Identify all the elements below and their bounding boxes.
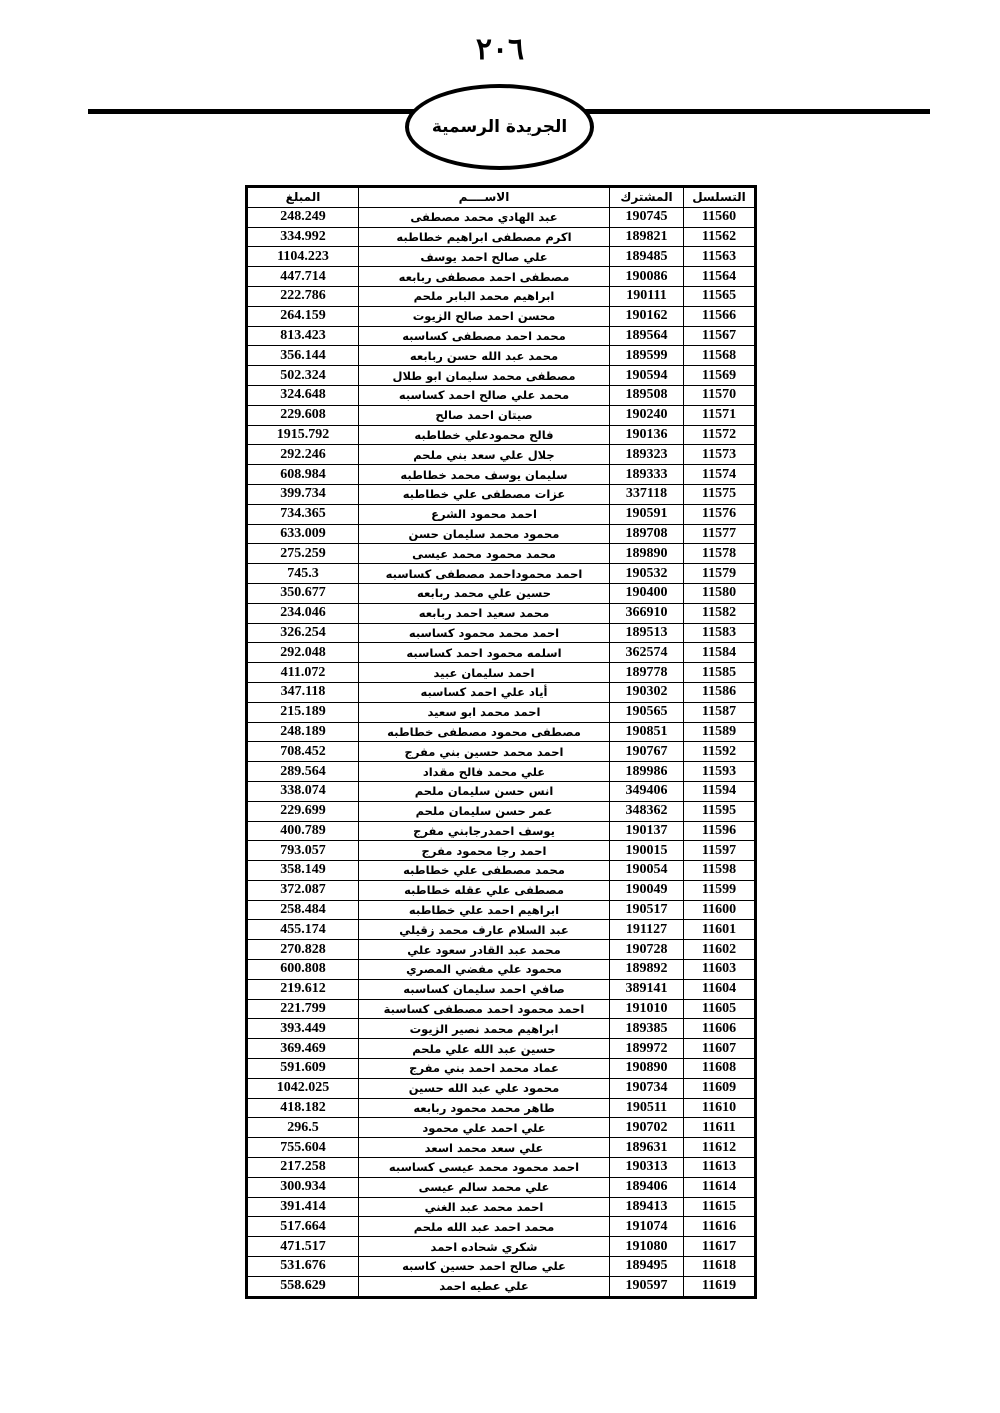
serial-cell: 11567 — [684, 326, 755, 346]
amount-cell: 372.087 — [248, 880, 359, 900]
subscriber-cell: 190302 — [610, 682, 684, 702]
subscriber-cell: 190591 — [610, 504, 684, 524]
serial-cell: 11595 — [684, 801, 755, 821]
name-cell: مصطفى محمود مصطفى خطاطبه — [359, 722, 610, 742]
subscriber-cell: 389141 — [610, 979, 684, 999]
table-row — [248, 207, 755, 227]
table-row — [248, 1078, 755, 1098]
column-header-name: الاســــم — [359, 188, 610, 208]
amount-cell: 300.934 — [248, 1177, 359, 1197]
table-row — [248, 564, 755, 584]
name-cell: احمد محموداحمد مصطفى كساسبه — [359, 564, 610, 584]
name-cell: احمد محمود احمد مصطفى كساسبة — [359, 999, 610, 1019]
table-row — [248, 722, 755, 742]
name-cell: محسن احمد صالح الزيوت — [359, 306, 610, 326]
table-row — [248, 880, 755, 900]
table-row — [248, 524, 755, 544]
amount-cell: 600.808 — [248, 960, 359, 980]
subscriber-cell: 190162 — [610, 306, 684, 326]
table-row — [248, 1197, 755, 1217]
table-body — [248, 207, 755, 1296]
serial-cell: 11589 — [684, 722, 755, 742]
amount-cell: 399.734 — [248, 484, 359, 504]
subscriber-cell: 190511 — [610, 1098, 684, 1118]
name-cell: احمد محمد عبد الغني — [359, 1197, 610, 1217]
name-cell: ابراهيم محمد نصير الزيوت — [359, 1019, 610, 1039]
subscriber-cell: 189508 — [610, 385, 684, 405]
subscriber-cell: 190767 — [610, 742, 684, 762]
name-cell: يوسف احمدرجابني مفرج — [359, 821, 610, 841]
serial-cell: 11592 — [684, 742, 755, 762]
column-header-amount: المبلغ — [248, 188, 359, 208]
name-cell: محمود علي مفضي المصري — [359, 960, 610, 980]
table-row — [248, 1177, 755, 1197]
subscriber-cell: 189821 — [610, 227, 684, 247]
subscriber-cell: 191074 — [610, 1217, 684, 1237]
serial-cell: 11602 — [684, 940, 755, 960]
amount-cell: 708.452 — [248, 742, 359, 762]
serial-cell: 11572 — [684, 425, 755, 445]
serial-cell: 11568 — [684, 346, 755, 366]
table-row — [248, 286, 755, 306]
table-row — [248, 999, 755, 1019]
table-row — [248, 643, 755, 663]
amount-cell: 222.786 — [248, 286, 359, 306]
serial-cell: 11612 — [684, 1138, 755, 1158]
amount-cell: 755.604 — [248, 1138, 359, 1158]
serial-cell: 11613 — [684, 1158, 755, 1178]
table-row — [248, 465, 755, 485]
subscriber-cell: 189708 — [610, 524, 684, 544]
name-cell: سليمان يوسف محمد خطاطبه — [359, 465, 610, 485]
subscriber-cell: 189778 — [610, 663, 684, 683]
table-row — [248, 1237, 755, 1257]
subscriber-cell: 189892 — [610, 960, 684, 980]
serial-cell: 11571 — [684, 405, 755, 425]
name-cell: محمد احمد عبد الله ملحم — [359, 1217, 610, 1237]
table-row — [248, 960, 755, 980]
serial-cell: 11597 — [684, 841, 755, 861]
name-cell: صافي احمد سليمان كساسبه — [359, 979, 610, 999]
table-row — [248, 663, 755, 683]
amount-cell: 393.449 — [248, 1019, 359, 1039]
table-row — [248, 544, 755, 564]
table-row — [248, 504, 755, 524]
subscriber-cell: 190400 — [610, 583, 684, 603]
name-cell: أياد علي احمد كساسبه — [359, 682, 610, 702]
name-cell: احمد محمد محمود كساسبه — [359, 623, 610, 643]
subscriber-cell: 189323 — [610, 445, 684, 465]
serial-cell: 11618 — [684, 1257, 755, 1277]
column-header-serial: التسلسل — [684, 188, 755, 208]
amount-cell: 411.072 — [248, 663, 359, 683]
name-cell: محمد عبد الله حسن ربابعه — [359, 346, 610, 366]
name-cell: عزات مصطفى علي خطاطبه — [359, 484, 610, 504]
table-row — [248, 1276, 755, 1296]
table-row — [248, 425, 755, 445]
subscriber-cell: 189495 — [610, 1257, 684, 1277]
amount-cell: 608.984 — [248, 465, 359, 485]
serial-cell: 11600 — [684, 900, 755, 920]
name-cell: احمد محمد حسين بني مفرج — [359, 742, 610, 762]
name-cell: محمد مصطفى علي خطاطبه — [359, 861, 610, 881]
name-cell: علي محمد سالم عيسى — [359, 1177, 610, 1197]
name-cell: طاهر محمد محمود ربابعه — [359, 1098, 610, 1118]
amount-cell: 356.144 — [248, 346, 359, 366]
amount-cell: 264.159 — [248, 306, 359, 326]
subscriber-cell: 190565 — [610, 702, 684, 722]
amount-cell: 326.254 — [248, 623, 359, 643]
amount-cell: 813.423 — [248, 326, 359, 346]
serial-cell: 11611 — [684, 1118, 755, 1138]
serial-cell: 11584 — [684, 643, 755, 663]
subscriber-cell: 190086 — [610, 267, 684, 287]
subscriber-cell: 189513 — [610, 623, 684, 643]
serial-cell: 11603 — [684, 960, 755, 980]
subscriber-cell: 190594 — [610, 366, 684, 386]
name-cell: اكرم مصطفى ابراهيم خطاطبه — [359, 227, 610, 247]
amount-cell: 745.3 — [248, 564, 359, 584]
amount-cell: 275.259 — [248, 544, 359, 564]
serial-cell: 11580 — [684, 583, 755, 603]
amount-cell: 418.182 — [248, 1098, 359, 1118]
subscriber-cell: 190137 — [610, 821, 684, 841]
subscriber-cell: 190517 — [610, 900, 684, 920]
amount-cell: 215.189 — [248, 702, 359, 722]
amount-cell: 229.608 — [248, 405, 359, 425]
amount-cell: 1042.025 — [248, 1078, 359, 1098]
name-cell: حسين علي محمد ربابعه — [359, 583, 610, 603]
serial-cell: 11605 — [684, 999, 755, 1019]
subscriber-cell: 190015 — [610, 841, 684, 861]
table-row — [248, 920, 755, 940]
amount-cell: 734.365 — [248, 504, 359, 524]
subscriber-cell: 189599 — [610, 346, 684, 366]
page-number: ٢٠٦ — [475, 32, 525, 67]
table-row — [248, 405, 755, 425]
amount-cell: 369.469 — [248, 1039, 359, 1059]
amount-cell: 258.484 — [248, 900, 359, 920]
table-header-row — [248, 188, 755, 208]
name-cell: عمر حسن سليمان ملحم — [359, 801, 610, 821]
serial-cell: 11566 — [684, 306, 755, 326]
table-row — [248, 346, 755, 366]
name-cell: محمد عبد القادر سعود علي — [359, 940, 610, 960]
subscriber-cell: 366910 — [610, 603, 684, 623]
table-row — [248, 484, 755, 504]
serial-cell: 11617 — [684, 1237, 755, 1257]
table-row — [248, 841, 755, 861]
name-cell: احمد محمود الشرع — [359, 504, 610, 524]
amount-cell: 400.789 — [248, 821, 359, 841]
subscriber-cell: 189890 — [610, 544, 684, 564]
name-cell: حسين عبد الله علي ملحم — [359, 1039, 610, 1059]
amount-cell: 471.517 — [248, 1237, 359, 1257]
name-cell: محمد محمود محمد عيسى — [359, 544, 610, 564]
serial-cell: 11586 — [684, 682, 755, 702]
serial-cell: 11596 — [684, 821, 755, 841]
table-row — [248, 227, 755, 247]
subscriber-cell: 189406 — [610, 1177, 684, 1197]
name-cell: احمد سليمان عبيد — [359, 663, 610, 683]
subscriber-cell: 189485 — [610, 247, 684, 267]
serial-cell: 11579 — [684, 564, 755, 584]
name-cell: ابراهيم احمد علي خطاطبه — [359, 900, 610, 920]
serial-cell: 11563 — [684, 247, 755, 267]
amount-cell: 296.5 — [248, 1118, 359, 1138]
amount-cell: 248.249 — [248, 207, 359, 227]
name-cell: احمد رجا محمود مفرج — [359, 841, 610, 861]
subscriber-cell: 189333 — [610, 465, 684, 485]
subscriber-cell: 190313 — [610, 1158, 684, 1178]
table-row — [248, 1138, 755, 1158]
table-row — [248, 1118, 755, 1138]
header-oval — [405, 84, 594, 170]
table-row — [248, 702, 755, 722]
table-row — [248, 979, 755, 999]
gazette-title: الجريدة الرسمية — [431, 117, 568, 137]
table-row — [248, 801, 755, 821]
subscriber-cell: 189413 — [610, 1197, 684, 1217]
name-cell: مصطفى محمد سليمان ابو طلال — [359, 366, 610, 386]
name-cell: احمد محمود محمد عيسى كساسبه — [359, 1158, 610, 1178]
payments-table — [247, 187, 755, 1297]
table-row — [248, 1217, 755, 1237]
serial-cell: 11570 — [684, 385, 755, 405]
serial-cell: 11607 — [684, 1039, 755, 1059]
subscriber-cell: 190049 — [610, 880, 684, 900]
table-row — [248, 1039, 755, 1059]
serial-cell: 11619 — [684, 1276, 755, 1296]
serial-cell: 11604 — [684, 979, 755, 999]
name-cell: مصطفى احمد مصطفى ربابعه — [359, 267, 610, 287]
serial-cell: 11564 — [684, 267, 755, 287]
subscriber-cell: 189986 — [610, 762, 684, 782]
amount-cell: 292.048 — [248, 643, 359, 663]
subscriber-cell: 349406 — [610, 781, 684, 801]
name-cell: انس حسن سليمان ملحم — [359, 781, 610, 801]
name-cell: محمد احمد مصطفى كساسبه — [359, 326, 610, 346]
table-row — [248, 821, 755, 841]
table-row — [248, 306, 755, 326]
subscriber-cell: 190136 — [610, 425, 684, 445]
name-cell: عبد السلام عارف محمد زقيلي — [359, 920, 610, 940]
serial-cell: 11578 — [684, 544, 755, 564]
name-cell: علي محمد فالح مقداد — [359, 762, 610, 782]
name-cell: شكري شحاده احمد — [359, 1237, 610, 1257]
serial-cell: 11565 — [684, 286, 755, 306]
subscriber-cell: 190728 — [610, 940, 684, 960]
serial-cell: 11585 — [684, 663, 755, 683]
serial-cell: 11608 — [684, 1059, 755, 1079]
name-cell: صيتان احمد صالح — [359, 405, 610, 425]
amount-cell: 334.992 — [248, 227, 359, 247]
subscriber-cell: 190111 — [610, 286, 684, 306]
table-row — [248, 861, 755, 881]
subscriber-cell: 190054 — [610, 861, 684, 881]
subscriber-cell: 191080 — [610, 1237, 684, 1257]
subscriber-cell: 337118 — [610, 484, 684, 504]
serial-cell: 11615 — [684, 1197, 755, 1217]
table-row — [248, 1059, 755, 1079]
subscriber-cell: 190851 — [610, 722, 684, 742]
amount-cell: 558.629 — [248, 1276, 359, 1296]
amount-cell: 531.676 — [248, 1257, 359, 1277]
name-cell: احمد محمد ابو سعيد — [359, 702, 610, 722]
serial-cell: 11569 — [684, 366, 755, 386]
subscriber-cell: 190532 — [610, 564, 684, 584]
serial-cell: 11560 — [684, 207, 755, 227]
table-row — [248, 762, 755, 782]
amount-cell: 221.799 — [248, 999, 359, 1019]
table-row — [248, 682, 755, 702]
amount-cell: 324.648 — [248, 385, 359, 405]
name-cell: عبد الهادي محمد مصطفى — [359, 207, 610, 227]
table-row — [248, 900, 755, 920]
name-cell: ابراهيم محمد البابر ملحم — [359, 286, 610, 306]
subscriber-cell: 189631 — [610, 1138, 684, 1158]
name-cell: محمد سعيد احمد ربابعه — [359, 603, 610, 623]
table-row — [248, 940, 755, 960]
table-row — [248, 742, 755, 762]
name-cell: علي احمد علي محمود — [359, 1118, 610, 1138]
table-row — [248, 1098, 755, 1118]
serial-cell: 11587 — [684, 702, 755, 722]
serial-cell: 11575 — [684, 484, 755, 504]
table-row — [248, 366, 755, 386]
subscriber-cell: 190734 — [610, 1078, 684, 1098]
subscriber-cell: 191127 — [610, 920, 684, 940]
subscriber-cell: 190597 — [610, 1276, 684, 1296]
subscriber-cell: 362574 — [610, 643, 684, 663]
serial-cell: 11562 — [684, 227, 755, 247]
amount-cell: 502.324 — [248, 366, 359, 386]
name-cell: جلال علي سعد بني ملحم — [359, 445, 610, 465]
table-row — [248, 445, 755, 465]
name-cell: اسلمه محمود احمد كساسبه — [359, 643, 610, 663]
subscriber-cell: 190240 — [610, 405, 684, 425]
serial-cell: 11610 — [684, 1098, 755, 1118]
serial-cell: 11616 — [684, 1217, 755, 1237]
amount-cell: 229.699 — [248, 801, 359, 821]
name-cell: علي صالح احمد يوسف — [359, 247, 610, 267]
amount-cell: 289.564 — [248, 762, 359, 782]
name-cell: علي سعد محمد اسعد — [359, 1138, 610, 1158]
amount-cell: 455.174 — [248, 920, 359, 940]
name-cell: عماد محمد احمد بني مفرج — [359, 1059, 610, 1079]
subscriber-cell: 348362 — [610, 801, 684, 821]
table-row — [248, 247, 755, 267]
table-row — [248, 583, 755, 603]
serial-cell: 11598 — [684, 861, 755, 881]
amount-cell: 1104.223 — [248, 247, 359, 267]
serial-cell: 11601 — [684, 920, 755, 940]
table-row — [248, 385, 755, 405]
serial-cell: 11574 — [684, 465, 755, 485]
amount-cell: 1915.792 — [248, 425, 359, 445]
name-cell: محمود محمد سليمان حسن — [359, 524, 610, 544]
amount-cell: 234.046 — [248, 603, 359, 623]
subscriber-cell: 190745 — [610, 207, 684, 227]
subscriber-cell: 191010 — [610, 999, 684, 1019]
serial-cell: 11576 — [684, 504, 755, 524]
amount-cell: 219.612 — [248, 979, 359, 999]
amount-cell: 633.009 — [248, 524, 359, 544]
subscriber-cell: 190890 — [610, 1059, 684, 1079]
serial-cell: 11573 — [684, 445, 755, 465]
amount-cell: 248.189 — [248, 722, 359, 742]
amount-cell: 350.677 — [248, 583, 359, 603]
name-cell: فالح محمودعلي خطاطبه — [359, 425, 610, 445]
amount-cell: 270.828 — [248, 940, 359, 960]
table-row — [248, 267, 755, 287]
serial-cell: 11583 — [684, 623, 755, 643]
subscriber-cell: 189564 — [610, 326, 684, 346]
amount-cell: 391.414 — [248, 1197, 359, 1217]
table-row — [248, 1019, 755, 1039]
amount-cell: 793.057 — [248, 841, 359, 861]
amount-cell: 338.074 — [248, 781, 359, 801]
name-cell: علي صالح احمد حسين كاسبه — [359, 1257, 610, 1277]
amount-cell: 517.664 — [248, 1217, 359, 1237]
serial-cell: 11593 — [684, 762, 755, 782]
table-row — [248, 781, 755, 801]
table-row — [248, 623, 755, 643]
amount-cell: 591.609 — [248, 1059, 359, 1079]
table-row — [248, 326, 755, 346]
serial-cell: 11614 — [684, 1177, 755, 1197]
amount-cell: 292.246 — [248, 445, 359, 465]
payments-table-container — [247, 187, 752, 1297]
column-header-subscriber: المشترك — [610, 188, 684, 208]
amount-cell: 358.149 — [248, 861, 359, 881]
subscriber-cell: 189972 — [610, 1039, 684, 1059]
subscriber-cell: 189385 — [610, 1019, 684, 1039]
name-cell: مصطفى علي عقله خطاطبه — [359, 880, 610, 900]
serial-cell: 11577 — [684, 524, 755, 544]
amount-cell: 217.258 — [248, 1158, 359, 1178]
serial-cell: 11594 — [684, 781, 755, 801]
name-cell: محمود علي عبد الله حسين — [359, 1078, 610, 1098]
name-cell: علي عطيه احمد — [359, 1276, 610, 1296]
serial-cell: 11582 — [684, 603, 755, 623]
table-row — [248, 603, 755, 623]
amount-cell: 447.714 — [248, 267, 359, 287]
serial-cell: 11599 — [684, 880, 755, 900]
amount-cell: 347.118 — [248, 682, 359, 702]
name-cell: محمد علي صالح احمد كساسبه — [359, 385, 610, 405]
serial-cell: 11606 — [684, 1019, 755, 1039]
table-row — [248, 1158, 755, 1178]
serial-cell: 11609 — [684, 1078, 755, 1098]
table-row — [248, 1257, 755, 1277]
subscriber-cell: 190702 — [610, 1118, 684, 1138]
